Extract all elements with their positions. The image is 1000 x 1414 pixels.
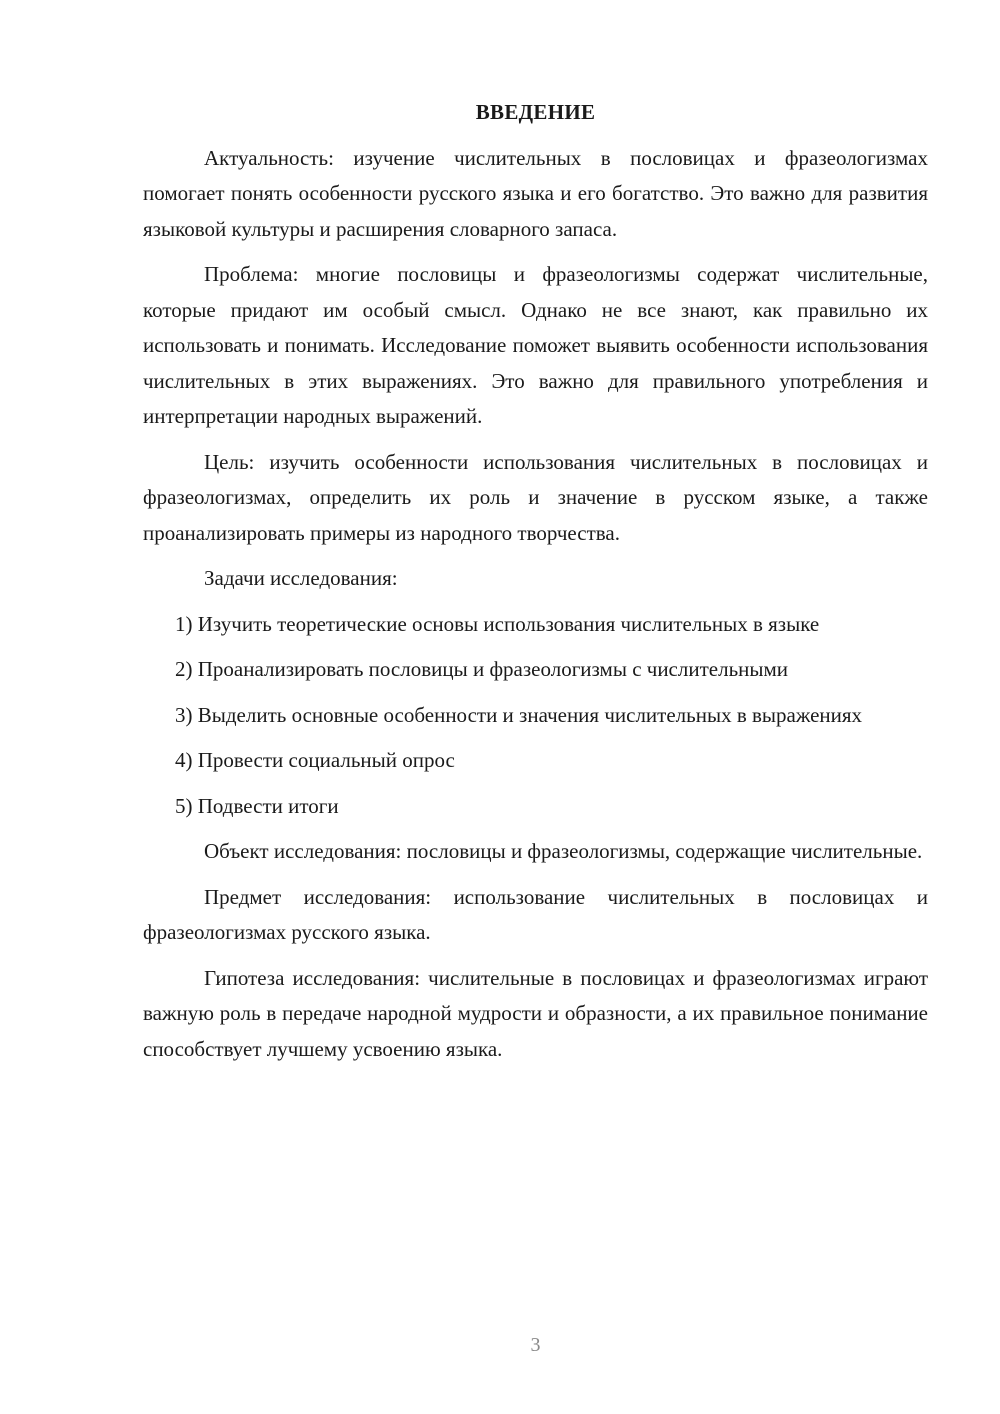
task-item-2: 2) Проанализировать пословицы и фразеологизмы с числительными [175,657,789,681]
hypothesis-paragraph: Гипотеза исследования: числительные в пословицах и фразеологизмах играют важную роль в передаче народной мудрости и образности, а их правильное понимание способствует лучшему усвоению языка. [143,965,928,1061]
document-page [143,95,928,1077]
task-item-1: 1) Изучить теоретические основы использования числительных в языке [175,611,820,636]
relevance-paragraph: Актуальность: изучение числительных в пословицах и фразеологизмах помогает понять особенности русского языка и его богатство. Это важно для развития языковой культуры и расширения словарного запаса. [143,145,928,241]
task-item-5: 5) Подвести итоги [175,793,339,818]
object-paragraph: Объект исследования: пословицы и фразеологизмы, содержащие числительные. [204,839,923,863]
page-number: 3 [530,1334,541,1356]
problem-paragraph: Проблема: многие пословицы и фразеологизмы содержат числительные, которые придают им особый смысл. Однако не все знают, как правильно их использовать и понимать. Исследование поможет выявить особенности использования числительных в этих выражениях. Это важно для правильного употребления и интерпретации народных выражений. [143,262,928,428]
goal-paragraph: Цель: изучить особенности использования числительных в пословицах и фразеологизмах, определить их роль и значение в русском языке, а также проанализировать примеры из народного творчества. [143,449,928,545]
task-item-3: 3) Выделить основные особенности и значения числительных в выражениях [175,702,863,727]
tasks-heading: Задачи исследования: [204,566,398,590]
subject-paragraph: Предмет исследования: использование числительных в пословицах и фразеологизмах русского языка. [143,884,928,944]
task-item-4: 4) Провести социальный опрос [175,748,455,772]
section-title: ВВЕДЕНИЕ [475,100,596,124]
